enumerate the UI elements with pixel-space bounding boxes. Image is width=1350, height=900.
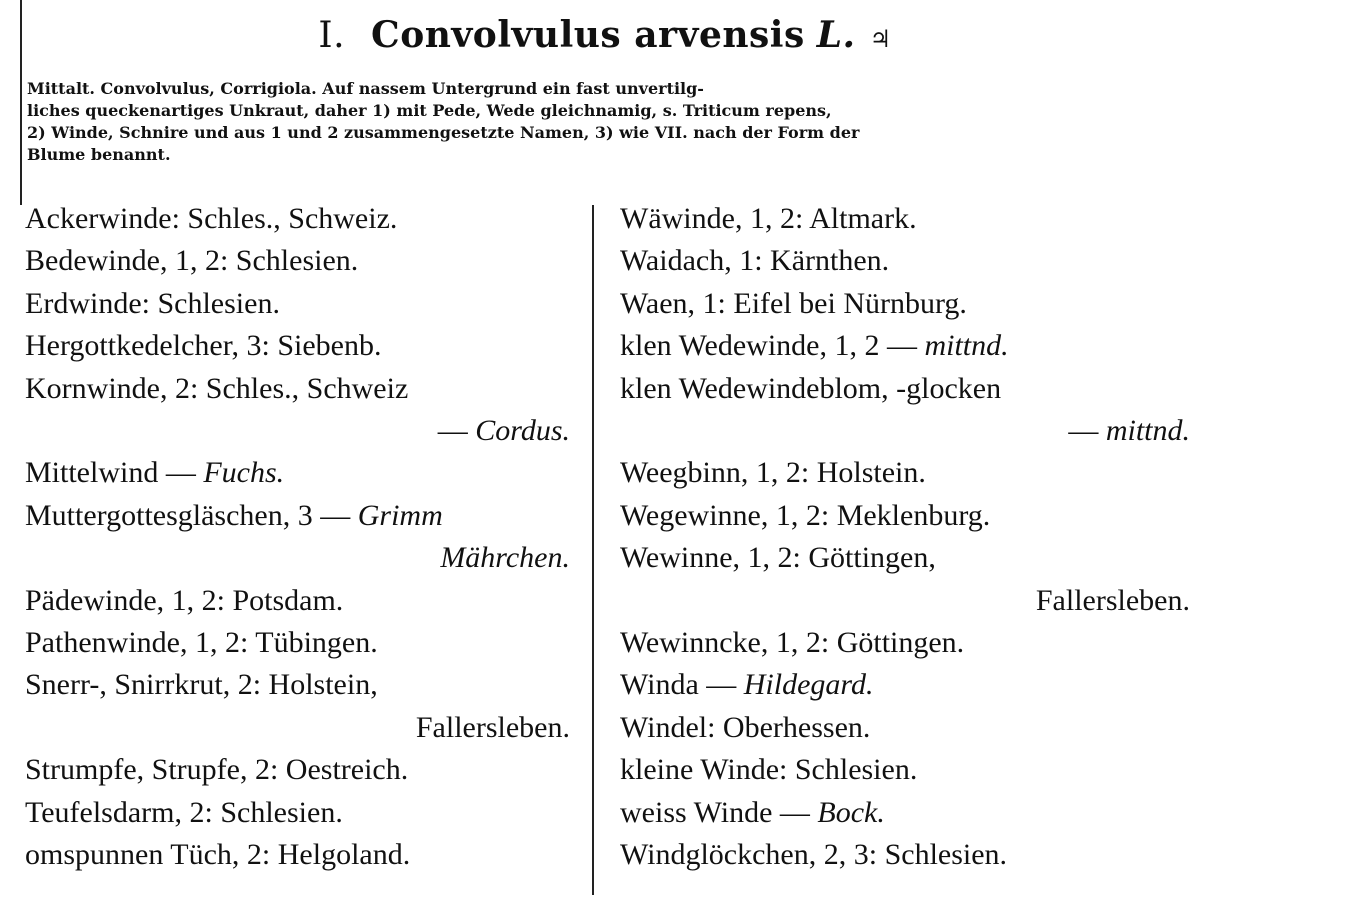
vernacular-name-entry bbox=[25, 664, 570, 706]
entry-text: Waen, 1: Eifel bei Nürnburg. bbox=[620, 286, 967, 320]
entry-text: omspunnen Tüch, 2: Helgoland. bbox=[25, 838, 411, 872]
vernacular-name-entry bbox=[25, 283, 570, 325]
vernacular-name-entry bbox=[620, 325, 1190, 367]
vernacular-name-entry bbox=[25, 198, 570, 240]
entry-text: Erdwinde: Schlesien. bbox=[25, 286, 280, 320]
vernacular-name-entry bbox=[25, 495, 570, 537]
page-title bbox=[0, 14, 1210, 56]
entry-text: — bbox=[437, 414, 476, 448]
vernacular-name-entry bbox=[620, 622, 1190, 664]
vernacular-name-entry bbox=[25, 749, 570, 791]
vernacular-name-entry bbox=[620, 537, 1190, 579]
vernacular-name-entry bbox=[25, 622, 570, 664]
entry-text: Ackerwinde: Schles., Schweiz. bbox=[25, 202, 398, 235]
entry-text: Wewinncke, 1, 2: Göttingen. bbox=[620, 626, 965, 660]
entry-continuation bbox=[25, 410, 570, 452]
vernacular-name-entry bbox=[25, 368, 570, 410]
entry-text: Wäwinde, 1, 2: Altmark. bbox=[620, 202, 917, 235]
entry-source: Hildegard. bbox=[743, 668, 874, 702]
vernacular-name-entry bbox=[620, 198, 1190, 240]
vernacular-name-entry bbox=[25, 834, 570, 876]
species-name: Convolvulus arvensis bbox=[371, 14, 805, 56]
entry-text: Weegbinn, 1, 2: Holstein. bbox=[620, 456, 926, 490]
entry-text: Winda — bbox=[620, 668, 744, 702]
right-name-column bbox=[620, 198, 1190, 877]
species-author: L. bbox=[816, 14, 856, 56]
entry-text: Windglöckchen, 2, 3: Schlesien. bbox=[620, 838, 1008, 872]
entry-text: weiss Winde — bbox=[620, 795, 818, 829]
entry-source: mittnd. bbox=[924, 329, 1009, 363]
entry-continuation bbox=[620, 410, 1190, 452]
entry-text: Teufelsdarm, 2: Schlesien. bbox=[25, 795, 343, 829]
entry-text: Hergottkedelcher, 3: Siebenb. bbox=[25, 329, 382, 363]
left-name-column bbox=[25, 198, 570, 877]
entry-continuation bbox=[25, 707, 570, 749]
entry-text: Wegewinne, 1, 2: Meklenburg. bbox=[620, 498, 991, 532]
intro-line: 2) Winde, Schnire und aus 1 und 2 zusammengesetzte Namen, 3) wie VII. nach der Form der bbox=[27, 123, 860, 142]
entry-text: kleine Winde: Schlesien. bbox=[620, 753, 918, 787]
perennial-symbol: ♃ bbox=[869, 25, 892, 53]
vernacular-name-entry bbox=[25, 792, 570, 834]
intro-line: Blume benannt. bbox=[27, 145, 171, 164]
vernacular-name-entry bbox=[620, 792, 1190, 834]
entry-source: mittnd. bbox=[1105, 414, 1190, 448]
column-divider bbox=[592, 205, 594, 895]
vernacular-name-entry bbox=[25, 325, 570, 367]
entry-text: Windel: Oberhessen. bbox=[620, 710, 871, 744]
entry-text: Muttergottesgläschen, 3 — bbox=[25, 498, 358, 532]
vernacular-name-entry bbox=[620, 707, 1190, 749]
entry-text: klen Wedewindeblom, -glocken bbox=[620, 371, 1002, 405]
entry-text: klen Wedewinde, 1, 2 — bbox=[620, 329, 925, 363]
vernacular-name-entry bbox=[620, 749, 1190, 791]
vernacular-name-entry bbox=[25, 580, 570, 622]
section-number: I. bbox=[318, 15, 346, 56]
entry-source: Fuchs. bbox=[203, 456, 285, 490]
entry-text: Wewinne, 1, 2: Göttingen, bbox=[620, 541, 936, 575]
entry-source: Cordus. bbox=[475, 414, 570, 448]
vernacular-name-entry bbox=[620, 452, 1190, 494]
entry-text: Strumpfe, Strupfe, 2: Oestreich. bbox=[25, 753, 409, 787]
intro-line: Mittalt. Convolvulus, Corrigiola. Auf nassem Untergrund ein fast unvertilg- bbox=[27, 79, 704, 98]
vernacular-name-entry bbox=[620, 664, 1190, 706]
intro-paragraph bbox=[27, 78, 1189, 166]
vernacular-name-entry bbox=[620, 368, 1190, 410]
entry-continuation bbox=[620, 580, 1190, 622]
entry-text: Bedewinde, 1, 2: Schlesien. bbox=[25, 244, 359, 278]
entry-source: Mährchen. bbox=[440, 541, 570, 575]
entry-source: Grimm bbox=[357, 498, 443, 532]
entry-text: Mittelwind — bbox=[25, 456, 204, 490]
entry-text: — bbox=[1068, 414, 1106, 448]
entry-text: Fallersleben. bbox=[1035, 583, 1190, 617]
intro-line: liches queckenartiges Unkraut, daher 1) mit Pede, Wede gleichnamig, s. Triticum repens, bbox=[27, 101, 832, 120]
vernacular-name-entry bbox=[620, 495, 1190, 537]
vernacular-name-entry bbox=[620, 834, 1190, 876]
entry-continuation bbox=[25, 537, 570, 579]
entry-text: Kornwinde, 2: Schles., Schweiz bbox=[25, 371, 409, 405]
vernacular-name-entry bbox=[620, 240, 1190, 282]
entry-text: Snerr-, Snirrkrut, 2: Holstein, bbox=[25, 668, 378, 702]
entry-source: Bock. bbox=[817, 795, 885, 829]
entry-text: Waidach, 1: Kärnthen. bbox=[620, 244, 890, 278]
vernacular-name-entry bbox=[25, 240, 570, 282]
entry-text: Fallersleben. bbox=[415, 710, 570, 744]
entry-text: Pathenwinde, 1, 2: Tübingen. bbox=[25, 626, 378, 660]
vernacular-name-entry bbox=[620, 283, 1190, 325]
entry-text: Pädewinde, 1, 2: Potsdam. bbox=[25, 583, 344, 617]
vernacular-name-entry bbox=[25, 452, 570, 494]
